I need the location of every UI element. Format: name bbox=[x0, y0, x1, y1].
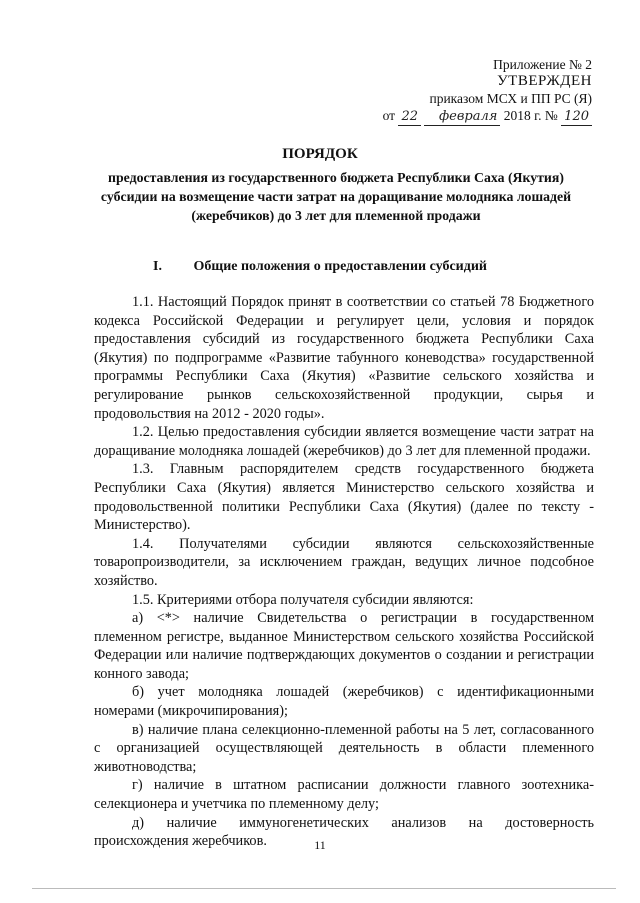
handwritten-day: 22 bbox=[398, 108, 421, 126]
section-number: I. bbox=[153, 259, 162, 274]
approved-label: УТВЕРЖДЕН bbox=[497, 73, 592, 89]
approval-block bbox=[383, 56, 592, 126]
paragraph-1-3: 1.3. Главным распорядителем средств государственного бюджета Республики Саха (Якутия) является Министерство сельского хозяйства и продовольственной политики Республики Саха (Якутия) (далее по тексту - Министерство). bbox=[94, 461, 594, 534]
date-year: 2018 г. № bbox=[503, 108, 558, 123]
order-date-line bbox=[383, 107, 592, 126]
paragraph-1-4: 1.4. Получателями субсидии являются сельскохозяйственные товаропроизводители, за исключением граждан, ведущих личное подсобное хозяйство. bbox=[94, 535, 594, 589]
date-prefix: от bbox=[382, 108, 396, 123]
page-number: 11 bbox=[314, 838, 326, 852]
order-issuer: приказом МСХ и ПП РС (Я) bbox=[429, 91, 592, 106]
section-heading bbox=[0, 259, 640, 275]
criterion-b: б) учет молодняка лошадей (жеребчиков) с идентификационными номерами (микрочипирования); bbox=[94, 684, 594, 720]
document-subtitle: предоставления из государственного бюджета Республики Саха (Якутия) субсидии на возмещение части затрат на доращивание молодняка лошадей (жеребчиков) до 3 лет для племенной продажи bbox=[100, 170, 572, 223]
criterion-v: в) наличие плана селекционно-племенной работы на 5 лет, согласованного с организацией осуществляющей деятельность в области племенного животноводства; bbox=[94, 721, 594, 775]
section-title: Общие положения о предоставлении субсидий bbox=[193, 259, 487, 274]
criterion-g: г) наличие в штатном расписании должности главного зоотехника-селекционера и учетчика по племенному делу; bbox=[94, 777, 594, 813]
handwritten-month: февраля bbox=[424, 108, 500, 126]
paragraph-1-5: 1.5. Критериями отбора получателя субсидии являются: bbox=[132, 591, 474, 608]
handwritten-order-number: 120 bbox=[561, 108, 592, 126]
document-title: ПОРЯДОК bbox=[282, 146, 358, 162]
appendix-label: Приложение № 2 bbox=[493, 57, 592, 72]
paragraph-1-1: 1.1. Настоящий Порядок принят в соответствии со статьей 78 Бюджетного кодекса Российской Федерации и регулирует цели, условия и порядок предоставления субсидий из государственного бюджета Республики Саха (Якутия) по подпрограмме «Развитие табунного коневодства» государственной программы Республики Саха (Якутия) «Развитие сельского хозяйства и регулирование рынков сельскохозяйственной продукции, сырья и продовольствия на 2012 - 2020 годы». bbox=[94, 294, 594, 422]
paragraph-1-2: 1.2. Целью предоставления субсидии является возмещение части затрат на доращивание молодняка лошадей (жеребчиков) до 3 лет для племенной продажи. bbox=[94, 424, 594, 459]
scan-edge-line bbox=[32, 888, 616, 889]
criterion-d: д) наличие иммуногенетических анализов на достоверность происхождения жеребчиков. bbox=[94, 814, 594, 850]
criterion-a: а) <*> наличие Свидетельства о регистрации в государственном племенном регистре, выданное Министерством сельского хозяйства Российской Федерации или наличие подтверждающих документов о создании и регистрации конного завода; bbox=[94, 610, 594, 682]
document-body bbox=[94, 293, 594, 851]
